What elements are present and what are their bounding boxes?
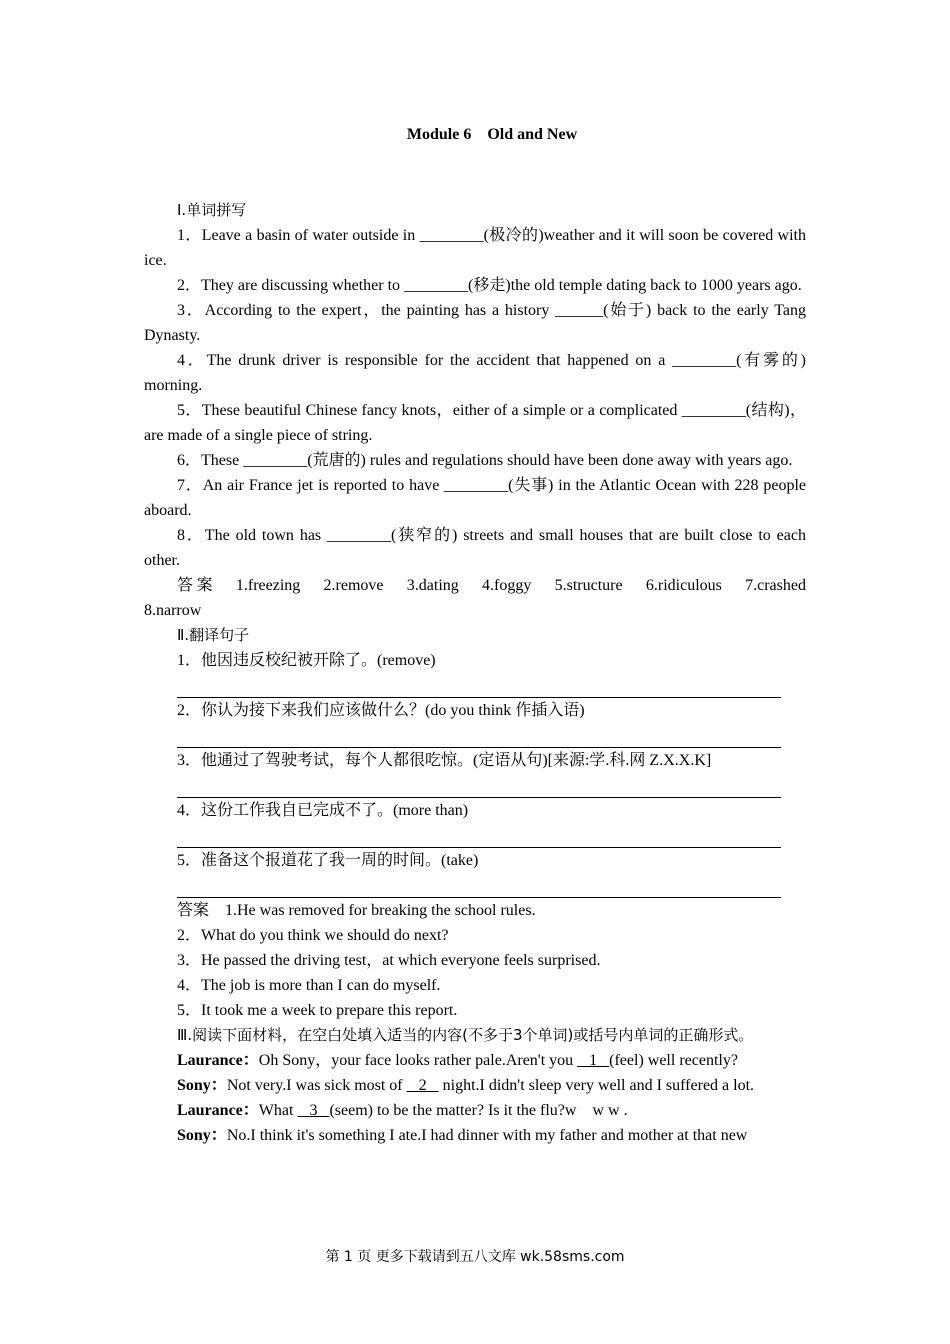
question-item: 4．The drunk driver is responsible for the accident that happened on a ________(有雾的) morning. <box>144 352 806 394</box>
speaker-name: Sony： <box>177 1077 227 1094</box>
translation-answer: 2．What do you think we should do next? <box>177 927 449 944</box>
question-item: 8．The old town has ________(狭窄的) streets and small houses that are built close to each other. <box>144 527 806 569</box>
translation-item: 1．他因违反校纪被开除了。(remove) <box>177 652 436 669</box>
dialogue-text: Not very.I was sick most of <box>226 1077 407 1094</box>
dialogue-line <box>144 1123 806 1148</box>
translation-answer: 3．He passed the driving test，at which everyone feels surprised. <box>177 952 601 969</box>
translation-answer: 答案 1.He was removed for breaking the school rules. <box>177 902 536 919</box>
question-item: 3．According to the expert，the painting has a history ______(始于) back to the early Tang Dynasty. <box>144 302 806 344</box>
speaker-name: Sony： <box>177 1127 227 1144</box>
page-footer: 第 1 页 更多下载请到五八文库 wk.58sms.com <box>325 1249 625 1265</box>
document-body <box>144 198 823 1148</box>
answer-line <box>177 673 781 698</box>
dialogue-text: No.I think it's something I ate.I had dinner with my father and mother at that new <box>226 1127 748 1144</box>
section-2-heading: Ⅱ.翻译句子 <box>177 626 250 644</box>
translation-answer: 5．It took me a week to prepare this report. <box>177 1002 458 1019</box>
translation-item: 3．他通过了驾驶考试，每个人都很吃惊。(定语从句)[来源:学.科.网 Z.X.X.K] <box>177 752 712 769</box>
dialogue-line <box>144 1098 806 1123</box>
fill-blank: 2 <box>406 1077 439 1094</box>
fill-blank: 1 <box>577 1052 610 1069</box>
dialogue-text: (seem) to be the matter? Is it the flu?w w w . <box>329 1102 628 1119</box>
answer-line <box>177 823 781 848</box>
answer-line <box>177 873 781 898</box>
section-1-answer: 答案 1.freezing 2.remove 3.dating 4.foggy 5.structure 6.ridiculous 7.crashed 8.narrow <box>144 577 823 619</box>
dialogue-line <box>144 1073 806 1098</box>
question-item: 2．They are discussing whether to ________(移走)the old temple dating back to 1000 years ago. <box>177 277 802 294</box>
translation-item: 4．这份工作我自已完成不了。(more than) <box>177 802 469 819</box>
speaker-name: Laurance： <box>177 1102 259 1119</box>
section-1-heading: Ⅰ.单词拼写 <box>177 201 247 219</box>
question-item: 1．Leave a basin of water outside in ________(极冷的)weather and it will soon be covered with ice. <box>144 227 806 269</box>
question-item: 7．An air France jet is reported to have ________(失事) in the Atlantic Ocean with 228 people aboard. <box>144 477 806 519</box>
dialogue-text: Oh Sony，your face looks rather pale.Aren't you <box>258 1052 578 1069</box>
dialogue-line <box>144 1048 806 1073</box>
translation-item: 5．准备这个报道花了我一周的时间。(take) <box>177 852 479 869</box>
answer-line <box>177 723 781 748</box>
fill-blank: 3 <box>297 1102 330 1119</box>
speaker-name: Laurance： <box>177 1052 259 1069</box>
dialogue-text: (feel) well recently? <box>609 1052 738 1069</box>
dialogue-text: What <box>258 1102 298 1119</box>
question-item: 5．These beautiful Chinese fancy knots，either of a simple or a complicated ________(结构)，are made of a single piece of string. <box>144 402 806 444</box>
translation-answer: 4．The job is more than I can do myself. <box>177 977 441 994</box>
section-3-heading: Ⅲ.阅读下面材料，在空白处填入适当的内容(不多于3个单词)或括号内单词的正确形式。 <box>177 1026 754 1044</box>
page-title: Module 6 Old and New <box>406 126 578 143</box>
translation-item: 2．你认为接下来我们应该做什么？(do you think 作插入语) <box>177 702 585 719</box>
dialogue-text: night.I didn't sleep very well and I suffered a lot. <box>438 1077 755 1094</box>
question-item: 6．These ________(荒唐的) rules and regulations should have been done away with years ago. <box>177 452 793 469</box>
answer-line <box>177 773 781 798</box>
